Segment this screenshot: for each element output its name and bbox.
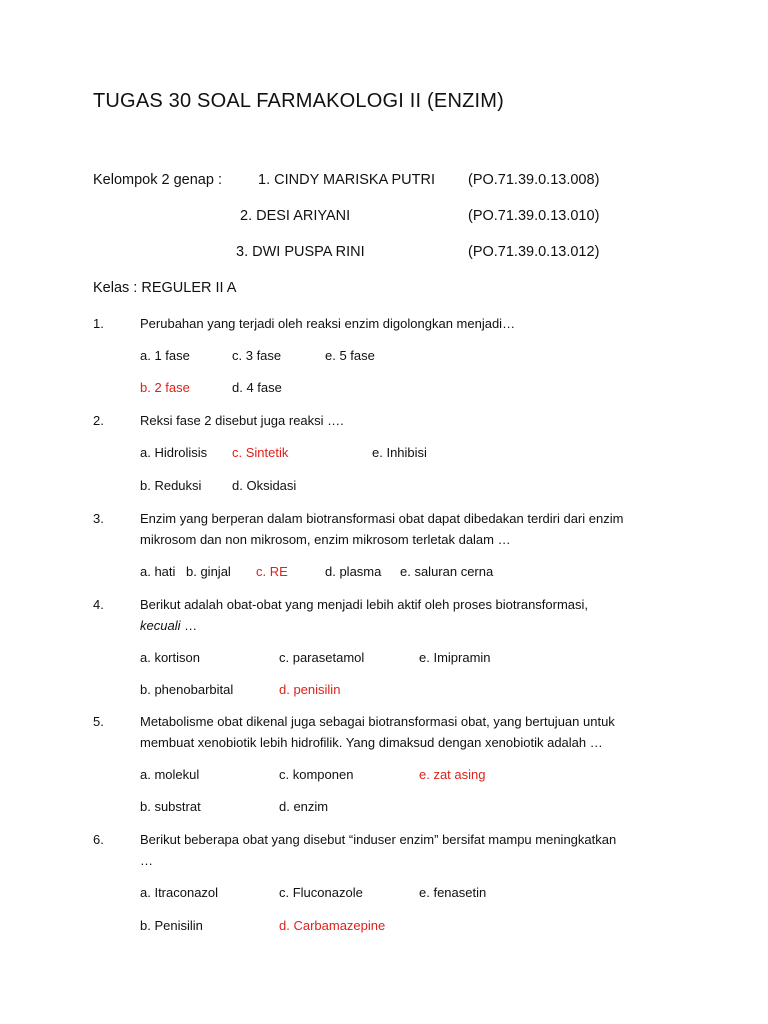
question-text-line: Berikut adalah obat-obat yang menjadi lebih aktif oleh proses biotransformasi, [140,597,589,612]
question-text [140,711,680,753]
question-number: 6. [93,832,104,847]
option-b: b. Reduksi [140,478,202,493]
question-text-line [140,615,680,636]
question-text-tail: … [180,618,198,633]
option-a: a. kortison [140,650,200,665]
question-text: Reksi fase 2 disebut juga reaksi …. [140,413,344,428]
option-b: b. Penisilin [140,918,203,933]
question-text [140,508,680,550]
option-b: b. phenobarbital [140,682,234,697]
option-a: a. 1 fase [140,348,190,363]
member-name: 2. DESI ARIYANI [240,208,351,224]
class-label: Kelas : REGULER II A [93,280,237,296]
member-name: 3. DWI PUSPA RINI [236,244,365,260]
group-label: Kelompok 2 genap : [93,172,222,188]
option-b: b. ginjal [186,564,231,579]
option-e: e. Imipramin [419,650,491,665]
option-c: c. 3 fase [232,348,282,363]
option-d: d. enzim [279,799,329,814]
option-d: d. Oksidasi [232,478,297,493]
option-e-correct: e. zat asing [419,767,486,782]
question-text [140,829,680,871]
option-d-correct: d. penisilin [279,682,341,697]
option-b: b. substrat [140,799,201,814]
option-e: e. Inhibisi [372,445,427,460]
option-a: a. Itraconazol [140,885,219,900]
question-text-line: … [140,853,153,868]
option-e: e. saluran cerna [400,564,494,579]
member-id: (PO.71.39.0.13.008) [468,172,600,188]
question-text [140,594,680,636]
option-c-correct: c. Sintetik [232,445,289,460]
question-number: 2. [93,413,104,428]
question-number: 1. [93,316,104,331]
option-a: a. hati [140,564,176,579]
option-c-correct: c. RE [256,564,288,579]
option-d: d. 4 fase [232,380,282,395]
option-a: a. molekul [140,767,200,782]
option-c: c. komponen [279,767,354,782]
question-number: 5. [93,714,104,729]
question-number: 3. [93,511,104,526]
option-d: d. plasma [325,564,382,579]
question-text-line: membuat xenobiotik lebih hidrofilik. Yang dimaksud dengan xenobiotik adalah … [140,735,603,750]
question-text: Perubahan yang terjadi oleh reaksi enzim digolongkan menjadi… [140,316,516,331]
member-id: (PO.71.39.0.13.012) [468,244,600,260]
question-number: 4. [93,597,104,612]
question-text-line: Enzim yang berperan dalam biotransformasi obat dapat dibedakan terdiri dari enzim [140,511,624,526]
option-d-correct: d. Carbamazepine [279,918,386,933]
option-c: c. parasetamol [279,650,365,665]
emphasis-word: kecuali [140,618,181,633]
option-b-correct: b. 2 fase [140,380,190,395]
question-text-line: mikrosom dan non mikrosom, enzim mikrosom terletak dalam … [140,532,511,547]
option-c: c. Fluconazole [279,885,363,900]
option-a: a. Hidrolisis [140,445,208,460]
option-e: e. fenasetin [419,885,487,900]
option-e: e. 5 fase [325,348,375,363]
question-text-line: Metabolisme obat dikenal juga sebagai biotransformasi obat, yang bertujuan untuk [140,714,615,729]
member-name: 1. CINDY MARISKA PUTRI [258,172,435,188]
question-text-line: Berikut beberapa obat yang disebut “induser enzim” bersifat mampu meningkatkan [140,832,617,847]
document-title: TUGAS 30 SOAL FARMAKOLOGI II (ENZIM) [93,90,504,112]
member-id: (PO.71.39.0.13.010) [468,208,600,224]
